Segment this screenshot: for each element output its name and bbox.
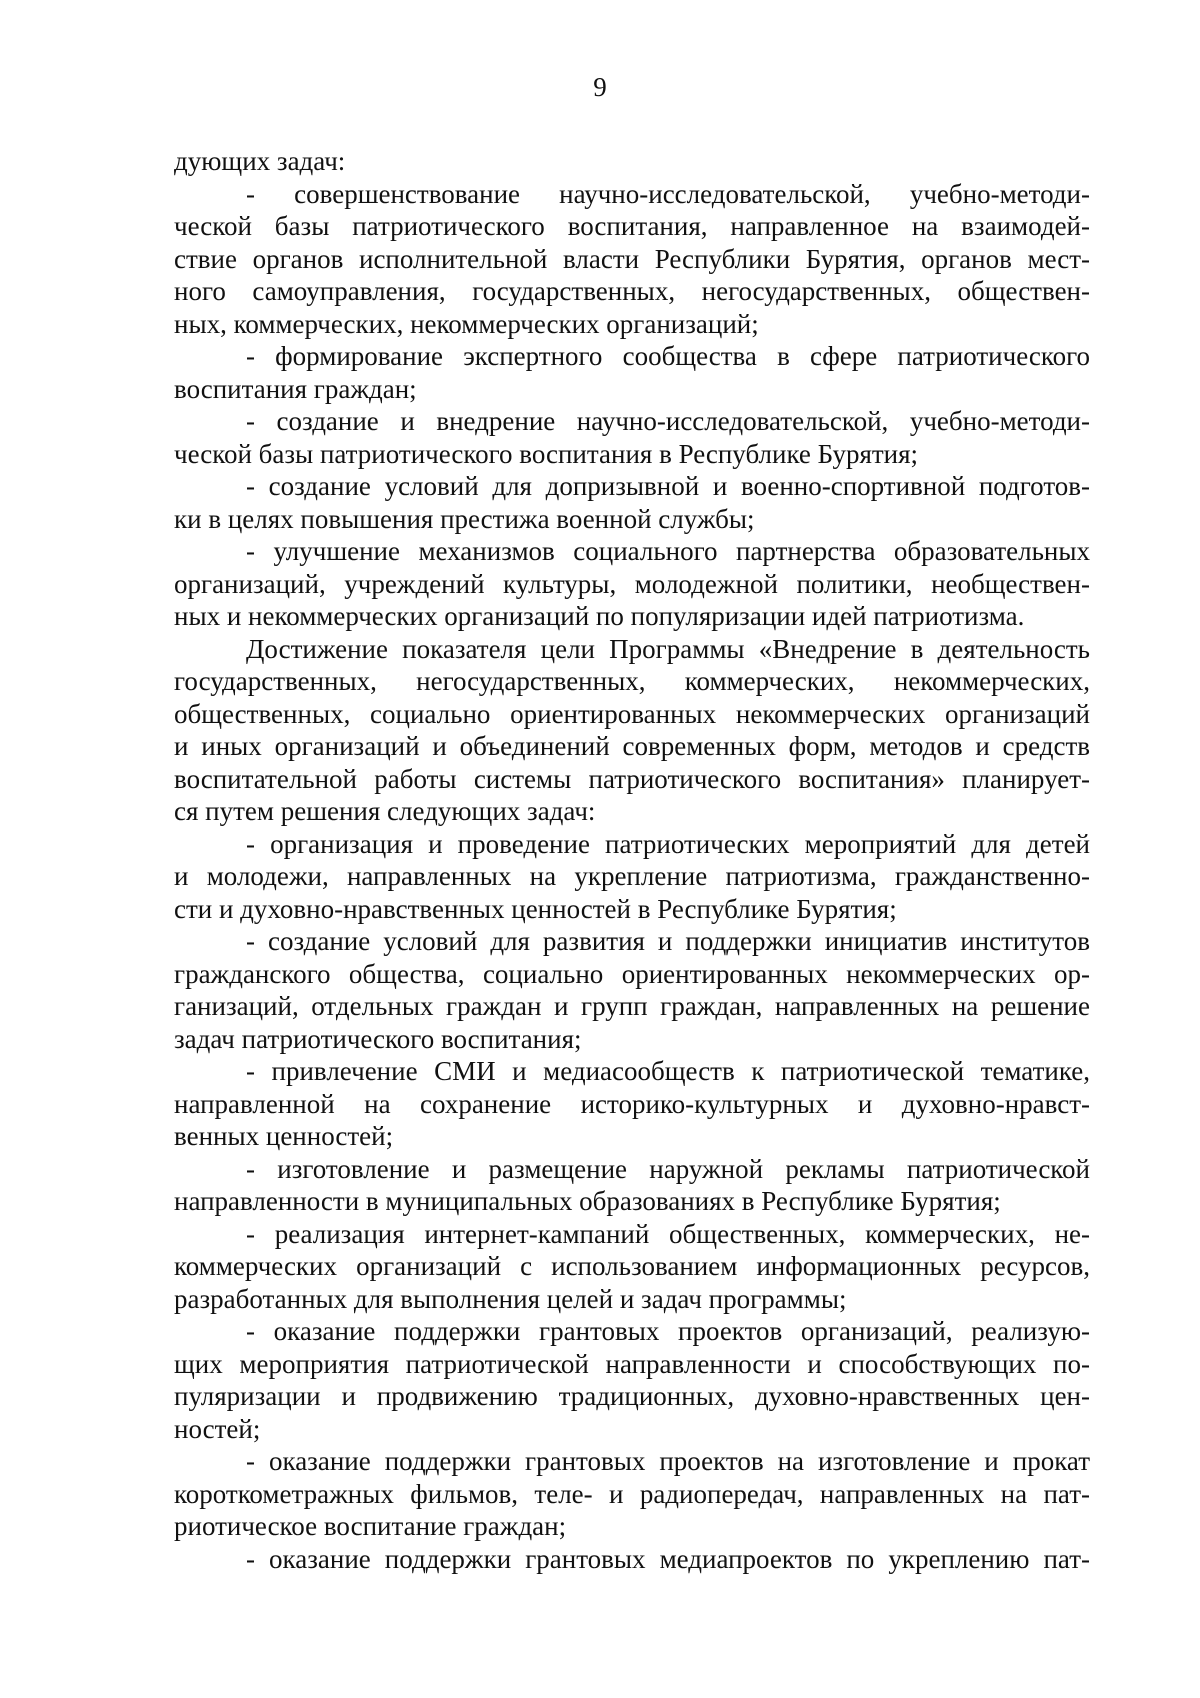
text-line: венных ценностей; xyxy=(174,1121,394,1151)
text-line: - привлечение СМИ и медиасообществ к патриотической тематике, xyxy=(246,1056,1090,1086)
text-line: - оказание поддержки грантовых проектов на изготовление и прокат xyxy=(246,1446,1090,1476)
text-line: - создание условий для развития и поддержки инициатив институтов xyxy=(246,926,1090,956)
text-line: - формирование экспертного сообщества в сфере патриотического xyxy=(246,341,1090,371)
page-number: 9 xyxy=(593,72,607,102)
text-line: риотическое воспитание граждан; xyxy=(174,1511,567,1541)
text-line: ческой базы патриотического воспитания в Республике Бурятия; xyxy=(174,438,919,469)
text-line: гражданского общества, социально ориентированных некоммерческих ор- xyxy=(174,958,1090,989)
text-line: задач патриотического воспитания; xyxy=(174,1023,582,1054)
text-line: Достижение показателя цели Программы «Внедрение в деятельность xyxy=(246,633,1090,664)
text-line: сти и духовно-нравственных ценностей в Республике Бурятия; xyxy=(174,893,897,924)
text-line: направленной на сохранение историко-культурных и духовно-нравст- xyxy=(174,1088,1090,1119)
text-line: ных и некоммерческих организаций по популяризации идей патриотизма. xyxy=(174,601,1025,631)
text-line: организаций, учреждений культуры, молодежной политики, необществен- xyxy=(174,568,1090,599)
text-line: - создание условий для допризывной и военно-спортивной подготов- xyxy=(246,471,1090,501)
text-line: ки в целях повышения престижа военной службы; xyxy=(174,503,755,534)
text-line: щих мероприятия патриотической направленности и способствующих по- xyxy=(174,1348,1090,1379)
text-line: направленности в муниципальных образованиях в Республике Бурятия; xyxy=(174,1186,1001,1216)
text-line: ствие органов исполнительной власти Республики Бурятия, органов мест- xyxy=(174,243,1090,274)
body-text xyxy=(174,145,1090,1575)
text-line: и молодежи, направленных на укрепление патриотизма, гражданственно- xyxy=(174,861,1090,891)
text-line: и иных организаций и объединений современных форм, методов и средств xyxy=(174,731,1090,761)
text-line: - изготовление и размещение наружной рекламы патриотической xyxy=(246,1153,1090,1184)
text-line: - совершенствование научно-исследовательской, учебно-методи- xyxy=(246,178,1090,209)
text-line: - реализация интернет-кампаний общественных, коммерческих, не- xyxy=(246,1218,1090,1249)
text-line: воспитательной работы системы патриотического воспитания» планирует- xyxy=(174,763,1090,794)
text-line: ся путем решения следующих задач: xyxy=(174,796,596,826)
text-line: - оказание поддержки грантовых медиапроектов по укреплению пат- xyxy=(246,1543,1090,1574)
text-line: - оказание поддержки грантовых проектов организаций, реализую- xyxy=(246,1316,1090,1346)
text-line: ностей; xyxy=(174,1413,261,1444)
text-line: - улучшение механизмов социального партнерства образовательных xyxy=(246,536,1090,566)
text-line: - создание и внедрение научно-исследовательской, учебно-методи- xyxy=(246,406,1090,436)
text-line: ных, коммерческих, некоммерческих организаций; xyxy=(174,308,759,339)
text-line: общественных, социально ориентированных некоммерческих организаций xyxy=(174,698,1090,729)
text-line: - организация и проведение патриотических мероприятий для детей xyxy=(246,828,1090,859)
text-line: ческой базы патриотического воспитания, направленное на взаимодей- xyxy=(174,211,1090,241)
text-line: дующих задач: xyxy=(174,146,346,176)
text-line: пуляризации и продвижению традиционных, духовно-нравственных цен- xyxy=(174,1381,1090,1411)
text-line: короткометражных фильмов, теле- и радиопередач, направленных на пат- xyxy=(174,1478,1090,1509)
text-line: коммерческих организаций с использованием информационных ресурсов, xyxy=(174,1251,1090,1281)
text-line: государственных, негосударственных, коммерческих, некоммерческих, xyxy=(174,666,1090,696)
text-line: воспитания граждан; xyxy=(174,373,417,404)
text-line: ного самоуправления, государственных, негосударственных, обществен- xyxy=(174,276,1090,306)
text-line: разработанных для выполнения целей и задач программы; xyxy=(174,1283,847,1314)
text-line: ганизаций, отдельных граждан и групп граждан, направленных на решение xyxy=(174,991,1090,1021)
